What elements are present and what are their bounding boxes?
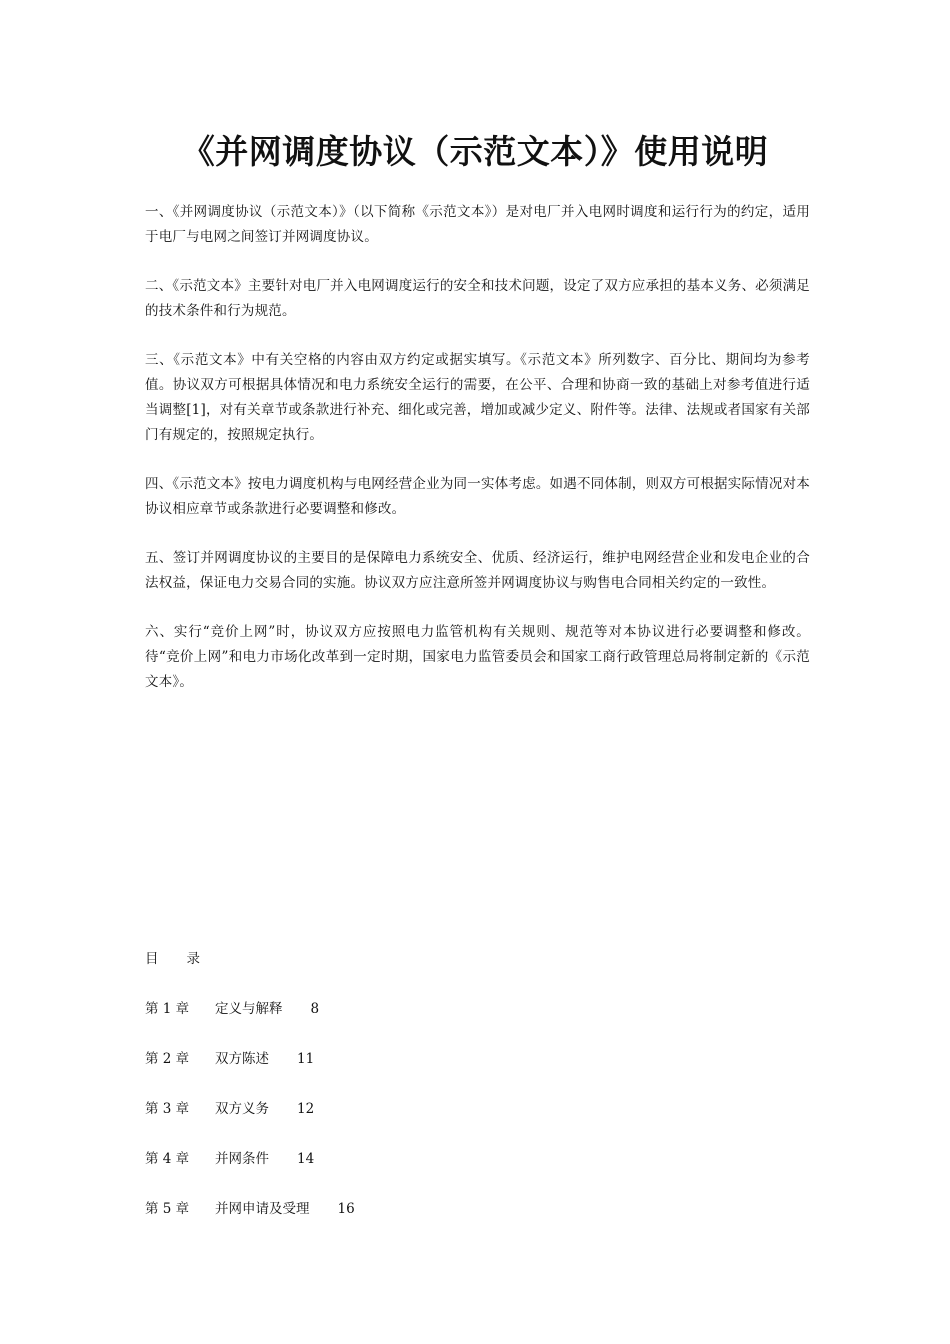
paragraph-3: 三、《示范文本》中有关空格的内容由双方约定或据实填写。《示范文本》所列数字、百分比、期间均为参考值。协议双方可根据具体情况和电力系统安全运行的需要，在公平、合理和协商一致的基础上对参考值进行适当调整[1]，对有关章节或条款进行补充、细化或完善，增加或减少定义、附件等。法律、法规或者国家有关部门有规定的，按照规定执行。 — [145, 352, 810, 443]
toc-page-number: 12 — [297, 1101, 315, 1117]
toc-chapter: 第 1 章 — [145, 1001, 190, 1017]
toc-item-4[interactable] — [145, 1146, 745, 1172]
toc-page-number: 14 — [297, 1151, 315, 1167]
toc-item-5[interactable] — [145, 1196, 745, 1222]
toc-heading-left: 目 — [145, 951, 159, 967]
paragraph-2: 二、《示范文本》主要针对电厂并入电网调度运行的安全和技术问题，设定了双方应承担的基本义务、必须满足的技术条件和行为规范。 — [145, 278, 810, 319]
toc-chapter: 第 3 章 — [145, 1101, 190, 1117]
toc-chapter: 第 2 章 — [145, 1051, 190, 1067]
toc-title: 双方义务 — [215, 1101, 269, 1117]
paragraph-5: 五、签订并网调度协议的主要目的是保障电力系统安全、优质、经济运行，维护电网经营企业和发电企业的合法权益，保证电力交易合同的实施。协议双方应注意所签并网调度协议与购售电合同相关约定的一致性。 — [145, 550, 810, 591]
toc-heading-right: 录 — [186, 951, 200, 967]
toc-heading — [145, 946, 745, 972]
toc-title: 并网申请及受理 — [215, 1201, 310, 1217]
toc-title: 双方陈述 — [215, 1051, 269, 1067]
toc-page-number: 16 — [337, 1201, 355, 1217]
document-body — [145, 200, 810, 719]
toc-title: 定义与解释 — [215, 1001, 283, 1017]
toc-chapter: 第 5 章 — [145, 1201, 190, 1217]
table-of-contents — [145, 946, 745, 1246]
toc-item-1[interactable] — [145, 996, 745, 1022]
document-title: 《并网调度协议（示范文本）》使用说明 — [181, 132, 769, 171]
paragraph-6: 六、实行“竞价上网”时，协议双方应按照电力监管机构有关规则、规范等对本协议进行必要调整和修改。待“竞价上网”和电力市场化改革到一定时期，国家电力监管委员会和国家工商行政管理总局将制定新的《示范文本》。 — [145, 624, 810, 690]
toc-chapter: 第 4 章 — [145, 1151, 190, 1167]
toc-title: 并网条件 — [215, 1151, 269, 1167]
toc-page-number: 11 — [297, 1051, 315, 1067]
toc-page-number: 8 — [310, 1001, 320, 1017]
toc-item-2[interactable] — [145, 1046, 745, 1072]
toc-item-3[interactable] — [145, 1096, 745, 1122]
paragraph-1: 一、《并网调度协议（示范文本）》（以下简称《示范文本》）是对电厂并入电网时调度和运行行为的约定，适用于电厂与电网之间签订并网调度协议。 — [145, 204, 810, 245]
paragraph-4: 四、《示范文本》按电力调度机构与电网经营企业为同一实体考虑。如遇不同体制，则双方可根据实际情况对本协议相应章节或条款进行必要调整和修改。 — [145, 476, 810, 517]
